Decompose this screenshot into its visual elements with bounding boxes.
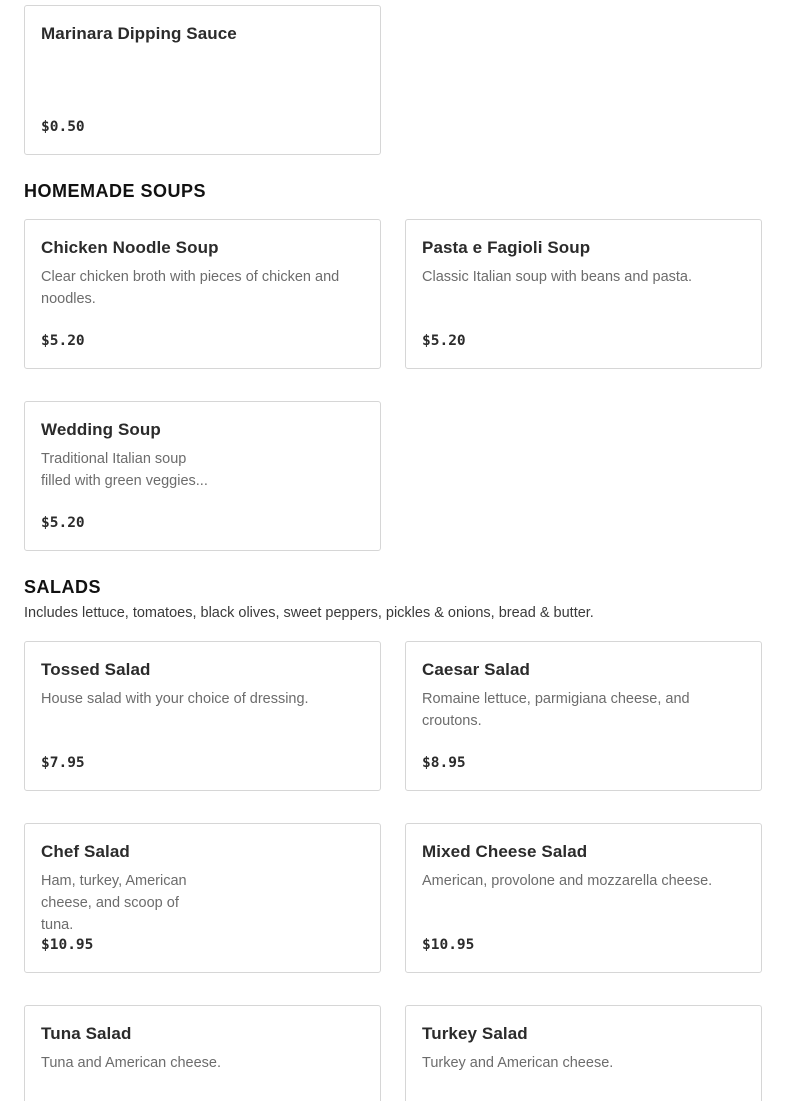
menu-item-price: $7.95	[41, 755, 85, 771]
menu-item-card[interactable]	[24, 641, 381, 791]
menu-item-card[interactable]	[24, 1005, 381, 1101]
section-title-soups: HOMEMADE SOUPS	[24, 181, 207, 201]
menu-item-description: Turkey and American cheese.	[422, 1055, 614, 1071]
menu-item-price: $5.20	[41, 515, 85, 531]
menu-item-card[interactable]	[405, 823, 762, 973]
menu-item-name: Turkey Salad	[422, 1024, 528, 1043]
menu-item-description: Clear chicken broth with pieces of chicken and noodles.	[41, 269, 340, 307]
menu-item-card[interactable]	[24, 823, 381, 973]
menu-item-card[interactable]	[24, 5, 381, 155]
menu-item-price: $5.20	[41, 333, 85, 349]
menu-item-description: American, provolone and mozzarella cheese.	[422, 873, 713, 889]
menu-item-description: Ham, turkey, American cheese, and scoop of tuna.	[41, 873, 187, 933]
menu-item-card[interactable]	[405, 641, 762, 791]
menu-item-card[interactable]	[405, 219, 762, 369]
menu-item-card[interactable]	[24, 219, 381, 369]
menu-item-description: Classic Italian soup with beans and pasta.	[422, 269, 693, 285]
menu-item-card[interactable]	[24, 401, 381, 551]
menu-item-name: Caesar Salad	[422, 660, 530, 679]
menu-item-name: Chef Salad	[41, 842, 130, 861]
menu-item-name: Tossed Salad	[41, 660, 151, 679]
menu-item-description: Romaine lettuce, parmigiana cheese, and croutons.	[422, 691, 690, 729]
menu-item-name: Chicken Noodle Soup	[41, 238, 219, 257]
menu-item-name: Mixed Cheese Salad	[422, 842, 588, 861]
section-title-salads: SALADS	[24, 577, 102, 597]
menu-item-price: $0.50	[41, 119, 85, 135]
menu-item-price: $8.95	[422, 755, 466, 771]
menu-item-name: Tuna Salad	[41, 1024, 132, 1043]
menu-item-name: Pasta e Fagioli Soup	[422, 238, 591, 257]
section-subtitle-salads: Includes lettuce, tomatoes, black olives, sweet peppers, pickles & onions, bread & butter.	[24, 605, 594, 621]
menu-item-price: $10.95	[422, 937, 475, 953]
menu-item-description: Tuna and American cheese.	[41, 1055, 222, 1071]
menu-item-price: $5.20	[422, 333, 466, 349]
menu-item-name: Marinara Dipping Sauce	[41, 24, 237, 43]
menu-item-description: House salad with your choice of dressing.	[41, 691, 309, 707]
menu-item-card[interactable]	[405, 1005, 762, 1101]
menu-item-price: $10.95	[41, 937, 94, 953]
menu-item-name: Wedding Soup	[41, 420, 161, 439]
menu-item-description: Traditional Italian soup filled with green veggies...	[41, 451, 208, 489]
